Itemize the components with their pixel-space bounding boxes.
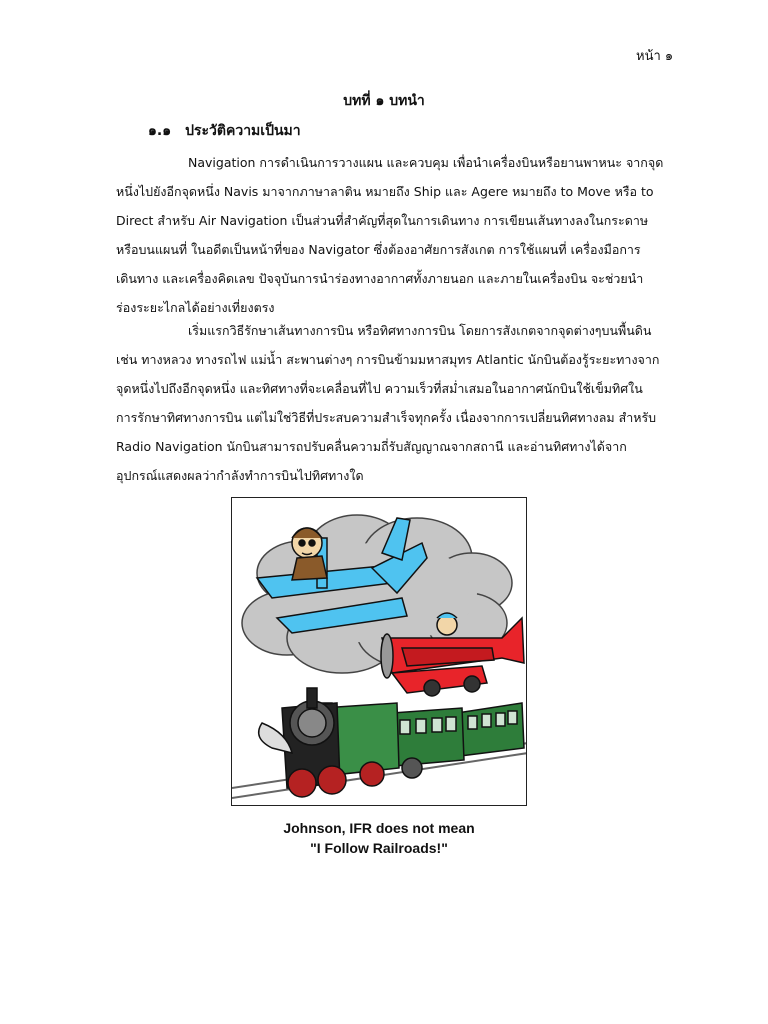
caption-line: Johnson, IFR does not mean (283, 820, 475, 836)
paragraph-line: เริ่มแรกวิธีรักษาเส้นทางการบิน หรือทิศทางการบิน โดยการสังเกตจากจุดต่างๆบนพื้นดิน (188, 323, 652, 338)
cartoon-svg (232, 498, 527, 806)
paragraph-line: เช่น ทางหลวง ทางรถไฟ แม่น้ำ สะพานต่างๆ การบินข้ามมหาสมุทร Atlantic นักบินต้องรู้ระยะทางจาก (116, 352, 660, 367)
section-title: ประวัติความเป็นมา (185, 123, 301, 139)
section-heading (148, 120, 301, 142)
paragraph-history (116, 148, 676, 322)
paragraph-line: หนึ่งไปยังอีกจุดหนึ่ง Navis มาจากภาษาลาติน หมายถึง Ship และ Agere หมายถึง to Move หรือ to (116, 184, 654, 199)
paragraph-methods (116, 316, 676, 490)
paragraph-line: ร่องระยะไกลได้อย่างเที่ยงตรง (116, 300, 275, 315)
chapter-title: บทที่ ๑ บทนำ (343, 93, 425, 109)
figure-caption (231, 818, 527, 858)
steam-train (232, 688, 527, 798)
paragraph-line: Radio Navigation นักบินสามารถปรับคลื่นความถี่รับสัญญาณจากสถานี และอ่านทิศทางได้จาก (116, 439, 627, 454)
section-number: ๑.๑ (148, 123, 172, 139)
paragraph-line: การรักษาทิศทางการบิน แต่ไม่ใช่วิธีที่ประสบความสำเร็จทุกครั้ง เนื่องจากการเปลี่ยนทิศทางลม สำหรับ (116, 410, 657, 425)
paragraph-line: เดินทาง และเครื่องคิดเลข ปัจจุบันการนำร่องทางอากาศทั้งภายนอก และภายในเครื่องบิน จะช่วยนำ (116, 271, 644, 286)
caption-line: "I Follow Railroads!" (310, 840, 448, 856)
cartoon-illustration (231, 497, 527, 806)
paragraph-line: จุดหนึ่งไปถึงอีกจุดหนึ่ง และทิศทางที่จะเคลื่อนที่ไป ความเร็วที่สม่ำเสมอในอากาศนักบินใช้เข็มทิศใน (116, 381, 643, 396)
paragraph-line: หรือบนแผนที่ ในอดีตเป็นหน้าที่ของ Navigator ซึ่งต้องอาศัยการสังเกต การใช้แผนที่ เครื่องมือการ (116, 242, 641, 257)
paragraph-line: Direct สำหรับ Air Navigation เป็นส่วนที่สำคัญที่สุดในการเดินทาง การเขียนเส้นทางลงในกระดาษ (116, 213, 649, 228)
paragraph-line: อุปกรณ์แสดงผลว่ากำลังทำการบินไปทิศทางใด (116, 468, 364, 483)
page-number: หน้า ๑ (636, 49, 674, 64)
paragraph-line: Navigation การดำเนินการวางแผน และควบคุม เพื่อนำเครื่องบินหรือยานพาหนะ จากจุด (188, 155, 664, 170)
